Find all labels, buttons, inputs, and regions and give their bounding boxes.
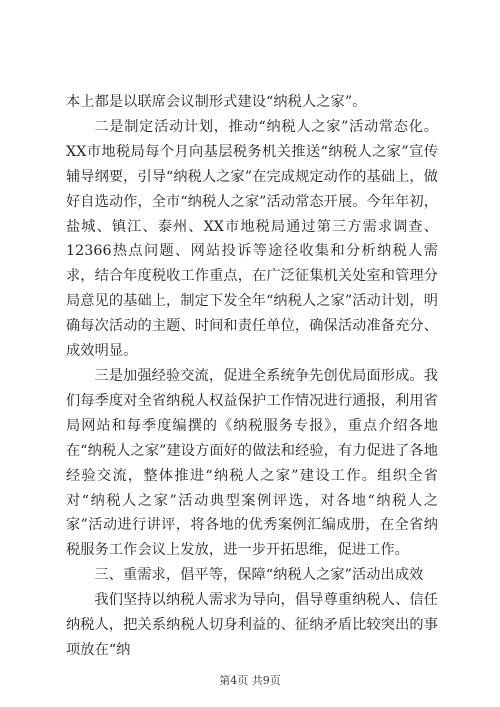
page-footer: 第4页 共9页 <box>219 674 281 687</box>
paragraph-experience-exchange: 三是加强经验交流，促进全系统争先创优局面形成。我们每季度对全省纳税人权益保护工作情况进行通报，利用省局网站和每季度编撰的《纳税服务专报》，重点介绍各地在“纳税人之家”建设方面好的做法和经验，有力促进了各地经验交流，整体推进“纳税人之家”建设工作。组织全省对“纳税人之家”活动典型案例评选，对各地“纳税人之家”活动进行讲评，将各地的优秀案例汇编成册，在全省纳税服务工作会议上发放，进一步开拓思维，促进工作。 <box>66 367 438 559</box>
paragraph-continuation: 本上都是以联席会议制形式建设“纳税人之家”。 <box>66 94 367 110</box>
paragraph-needs-oriented: 我们坚持以纳税人需求为导向，倡导尊重纳税人、信任纳税人，把关系纳税人切身利益的、征纳矛盾比较突出的事项放在“纳 <box>66 592 438 658</box>
document-body <box>66 90 438 663</box>
paragraph-activity-plan: 二是制定活动计划，推动“纳税人之家”活动常态化。XX市地税局每个月向基层税务机关推送“纳税人之家”宣传辅导纲要，引导“纳税人之家”在完成规定动作的基础上，做好自选动作，全市“纳税人之家”活动常态开展。今年年初，盐城、镇江、泰州、XX市地税局通过第三方需求调查、12366热点问题、网站投诉等途径收集和分析纳税人需求，结合年度税收工作重点，在广泛征集机关处室和管理分局意见的基础上，制定下发全年“纳税人之家”活动计划，明确每次活动的主题、时间和责任单位，确保活动准备充分、成效明显。 <box>66 118 438 360</box>
section-heading: 三、重需求，倡平等，保障“纳税人之家”活动出成效 <box>94 567 424 584</box>
